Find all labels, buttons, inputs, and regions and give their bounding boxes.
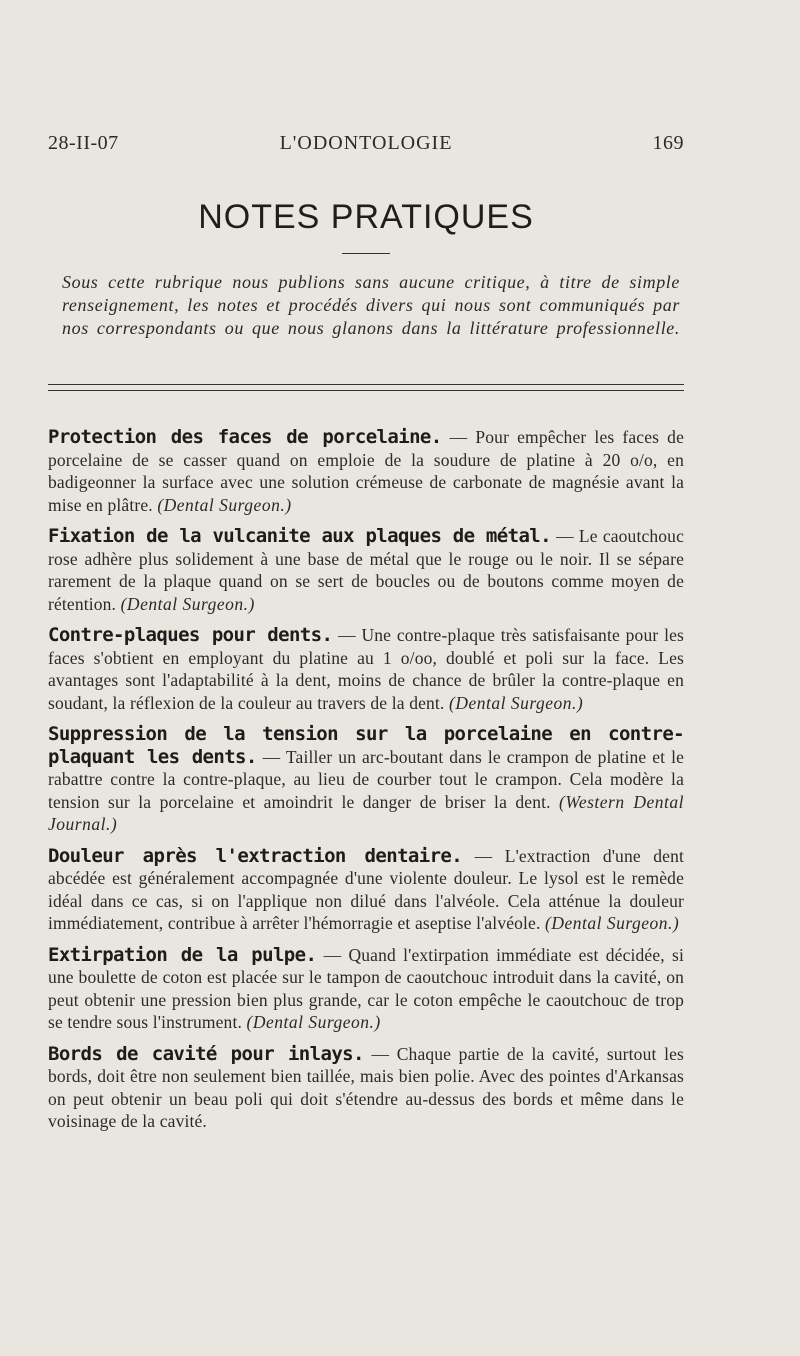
note-heading: Bords de cavité pour inlays. [48, 1042, 364, 1065]
note-citation: (Dental Surgeon.) [449, 692, 584, 713]
note-citation: (Dental Surgeon.) [120, 593, 255, 614]
note-inlay-cavity-edges [48, 1043, 684, 1133]
note-text: — Tailler un arc-boutant dans le crampon de platine et le rabattre contre la contre-plaque, au lieu de courber tout le crampon. Cela modère la tension sur la porcelaine et amoindrit le danger de briser la dent. [48, 746, 684, 812]
note-citation: (Western Dental Journal.) [48, 791, 684, 834]
intro-paragraph: Sous cette rubrique nous publions sans aucune critique, à titre de simple renseignement, les notes et procédés divers qui nous sont communiqués par nos correspondants ou que nous glanons dans la littérature professionnelle. [62, 272, 680, 338]
page-title: NOTES PRATIQUES [198, 198, 534, 236]
note-text: — Chaque partie de la cavité, surtout les bords, doit être non seulement bien taillée, mais bien polie. Avec des pointes d'Arkansas on peut obtenir un beau poli qui doit s'étendre au-dessus des bords et même dans le voisinage de la cavité. [48, 1043, 684, 1131]
note-text: — Quand l'extirpation immédiate est décidée, si une boulette de coton est placée sur le tampon de caoutchouc introduit dans la cavité, on peut obtenir une pression bien plus grande, car le coton empêche le caoutchouc de trop se tendre sous l'instrument. [48, 944, 685, 1032]
note-pulp-extirpation [48, 944, 684, 1034]
note-text: — Une contre-plaque très satisfaisante pour les faces s'obtient en employant du platine au 1 o/oo, doublé et poli sur la face. Les avantages sont l'adaptabilité à la dent, moins de chance de brûler la contre-plaque en soudant, la réflexion de la couleur au travers de la dent. [48, 625, 684, 713]
note-text: — Le caoutchouc rose adhère plus solidement à une base de métal que le rouge ou le noir. Il se sépare rarement de la plaque quand on se sert de boucles ou de boutons comme moyen de rétention. [48, 526, 685, 614]
note-heading: Suppression de la tension sur la porcelaine en contre-plaquant les dents. [48, 723, 684, 768]
note-heading: Protection des faces de porcelaine. [48, 426, 442, 448]
running-header [48, 132, 684, 162]
note-heading: Douleur après l'extraction dentaire. [48, 844, 463, 867]
note-heading: Fixation de la vulcanite aux plaques de métal. [48, 525, 551, 547]
note-citation: (Dental Surgeon.) [246, 1012, 381, 1032]
notes-list [48, 426, 684, 1142]
note-text: — Pour empêcher les faces de porcelaine de se casser quand on emploie de la soudure de platine à 20 o/o, en badigeonner la surface avec une solution crémeuse de carbonate de magnésie avant la mise en plâtre. [48, 427, 684, 515]
page-number: 169 [652, 132, 684, 154]
note-porcelain-protection [48, 426, 684, 516]
note-citation: (Dental Surgeon.) [545, 913, 680, 933]
note-citation: (Dental Surgeon.) [157, 494, 292, 515]
note-heading: Contre-plaques pour dents. [48, 624, 333, 646]
section-divider [48, 384, 684, 391]
note-text: — L'extraction d'une dent abcédée est généralement accompagnée d'une violente douleur. Le lysol est le remède idéal dans ce cas, si on l'applique non dilué dans l'alvéole. Cela atténue la douleur immédiatement, contribue à arrêter l'hémorragie et aseptise l'alvéole. [48, 845, 684, 933]
issue-date: 28-II-07 [48, 132, 119, 154]
journal-name: L'ODONTOLOGIE [279, 132, 453, 154]
note-tension-suppression [48, 723, 684, 836]
note-extraction-pain [48, 845, 684, 935]
note-backing-plates [48, 624, 684, 714]
title-rule [342, 253, 390, 254]
note-heading: Extirpation de la pulpe. [48, 943, 317, 966]
note-vulcanite-fixation [48, 525, 684, 615]
